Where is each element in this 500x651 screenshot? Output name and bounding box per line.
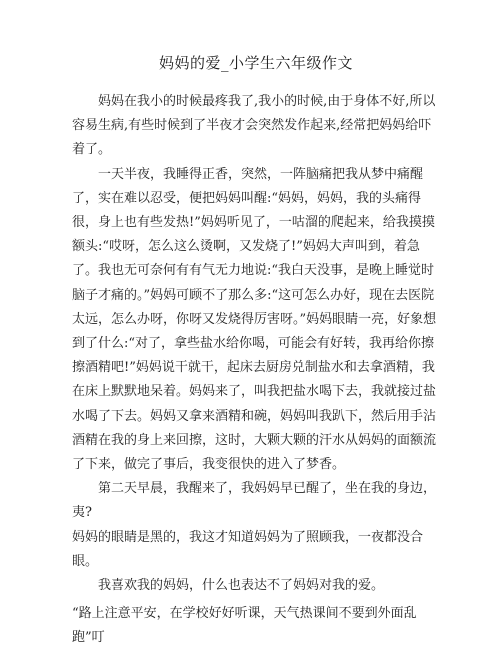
paragraph-5: 我喜欢我的妈妈，什么也表达不了妈妈对我的爱。	[98, 578, 385, 594]
paragraph-4: 妈妈的眼睛是黑的，我这才知道妈妈为了照顾我，一夜都没合眼。	[72, 529, 424, 569]
paragraph-6: “路上注意平安，在学校好好听课，天气热课间不要到外面乱跑”叮	[72, 606, 417, 646]
paragraph-2: 一天半夜，我睡得正香，突然，一阵脑痛把我从梦中痛醒了，实在难以忍受，便把妈妈叫醒:“妈妈，妈妈，我的头痛得很，身上也有些发热!”妈妈听见了，一咕溜的爬起来，给我摸摸额头:“哎呀，怎么这么烫啊，又发烧了!”妈妈大声叫到，着急了。我也无可奈何有有气无力地说:“我白天没事，是晚上睡觉时脑子才痛的。”妈妈可顾不了那么多:“这可怎么办好，现在去医院太远，怎么办呀，你呀又发烧得厉害呀。”妈妈眼睛一亮，好象想到了什么:“对了，拿些盐水给你喝，可能会有好转，我再给你擦擦酒精吧!”妈妈说干就干，起床去厨房兑制盐水和去拿酒精，我在床上默默地呆着。妈妈来了，叫我把盐水喝下去，我就接过盐水喝了下去。妈妈又拿来酒精和碗，妈妈叫我趴下，然后用手沾酒精在我的身上来回擦，这时，大颗大颗的汗水从妈妈的面额流了下来，做完了事后，我变很快的进入了梦香。	[72, 166, 437, 473]
article-title: 妈妈的爱_小学生六年级作文	[158, 54, 353, 72]
paragraph-1: 妈妈在我小的时候最疼我了,我小的时候,由于身体不好,所以容易生病,有些时候到了半夜才会突然发作起来,经常把妈妈给吓着了。	[72, 94, 436, 158]
paragraph-3: 第二天早晨，我醒来了，我妈妈早已醒了，坐在我的身边，夷?	[72, 481, 437, 521]
